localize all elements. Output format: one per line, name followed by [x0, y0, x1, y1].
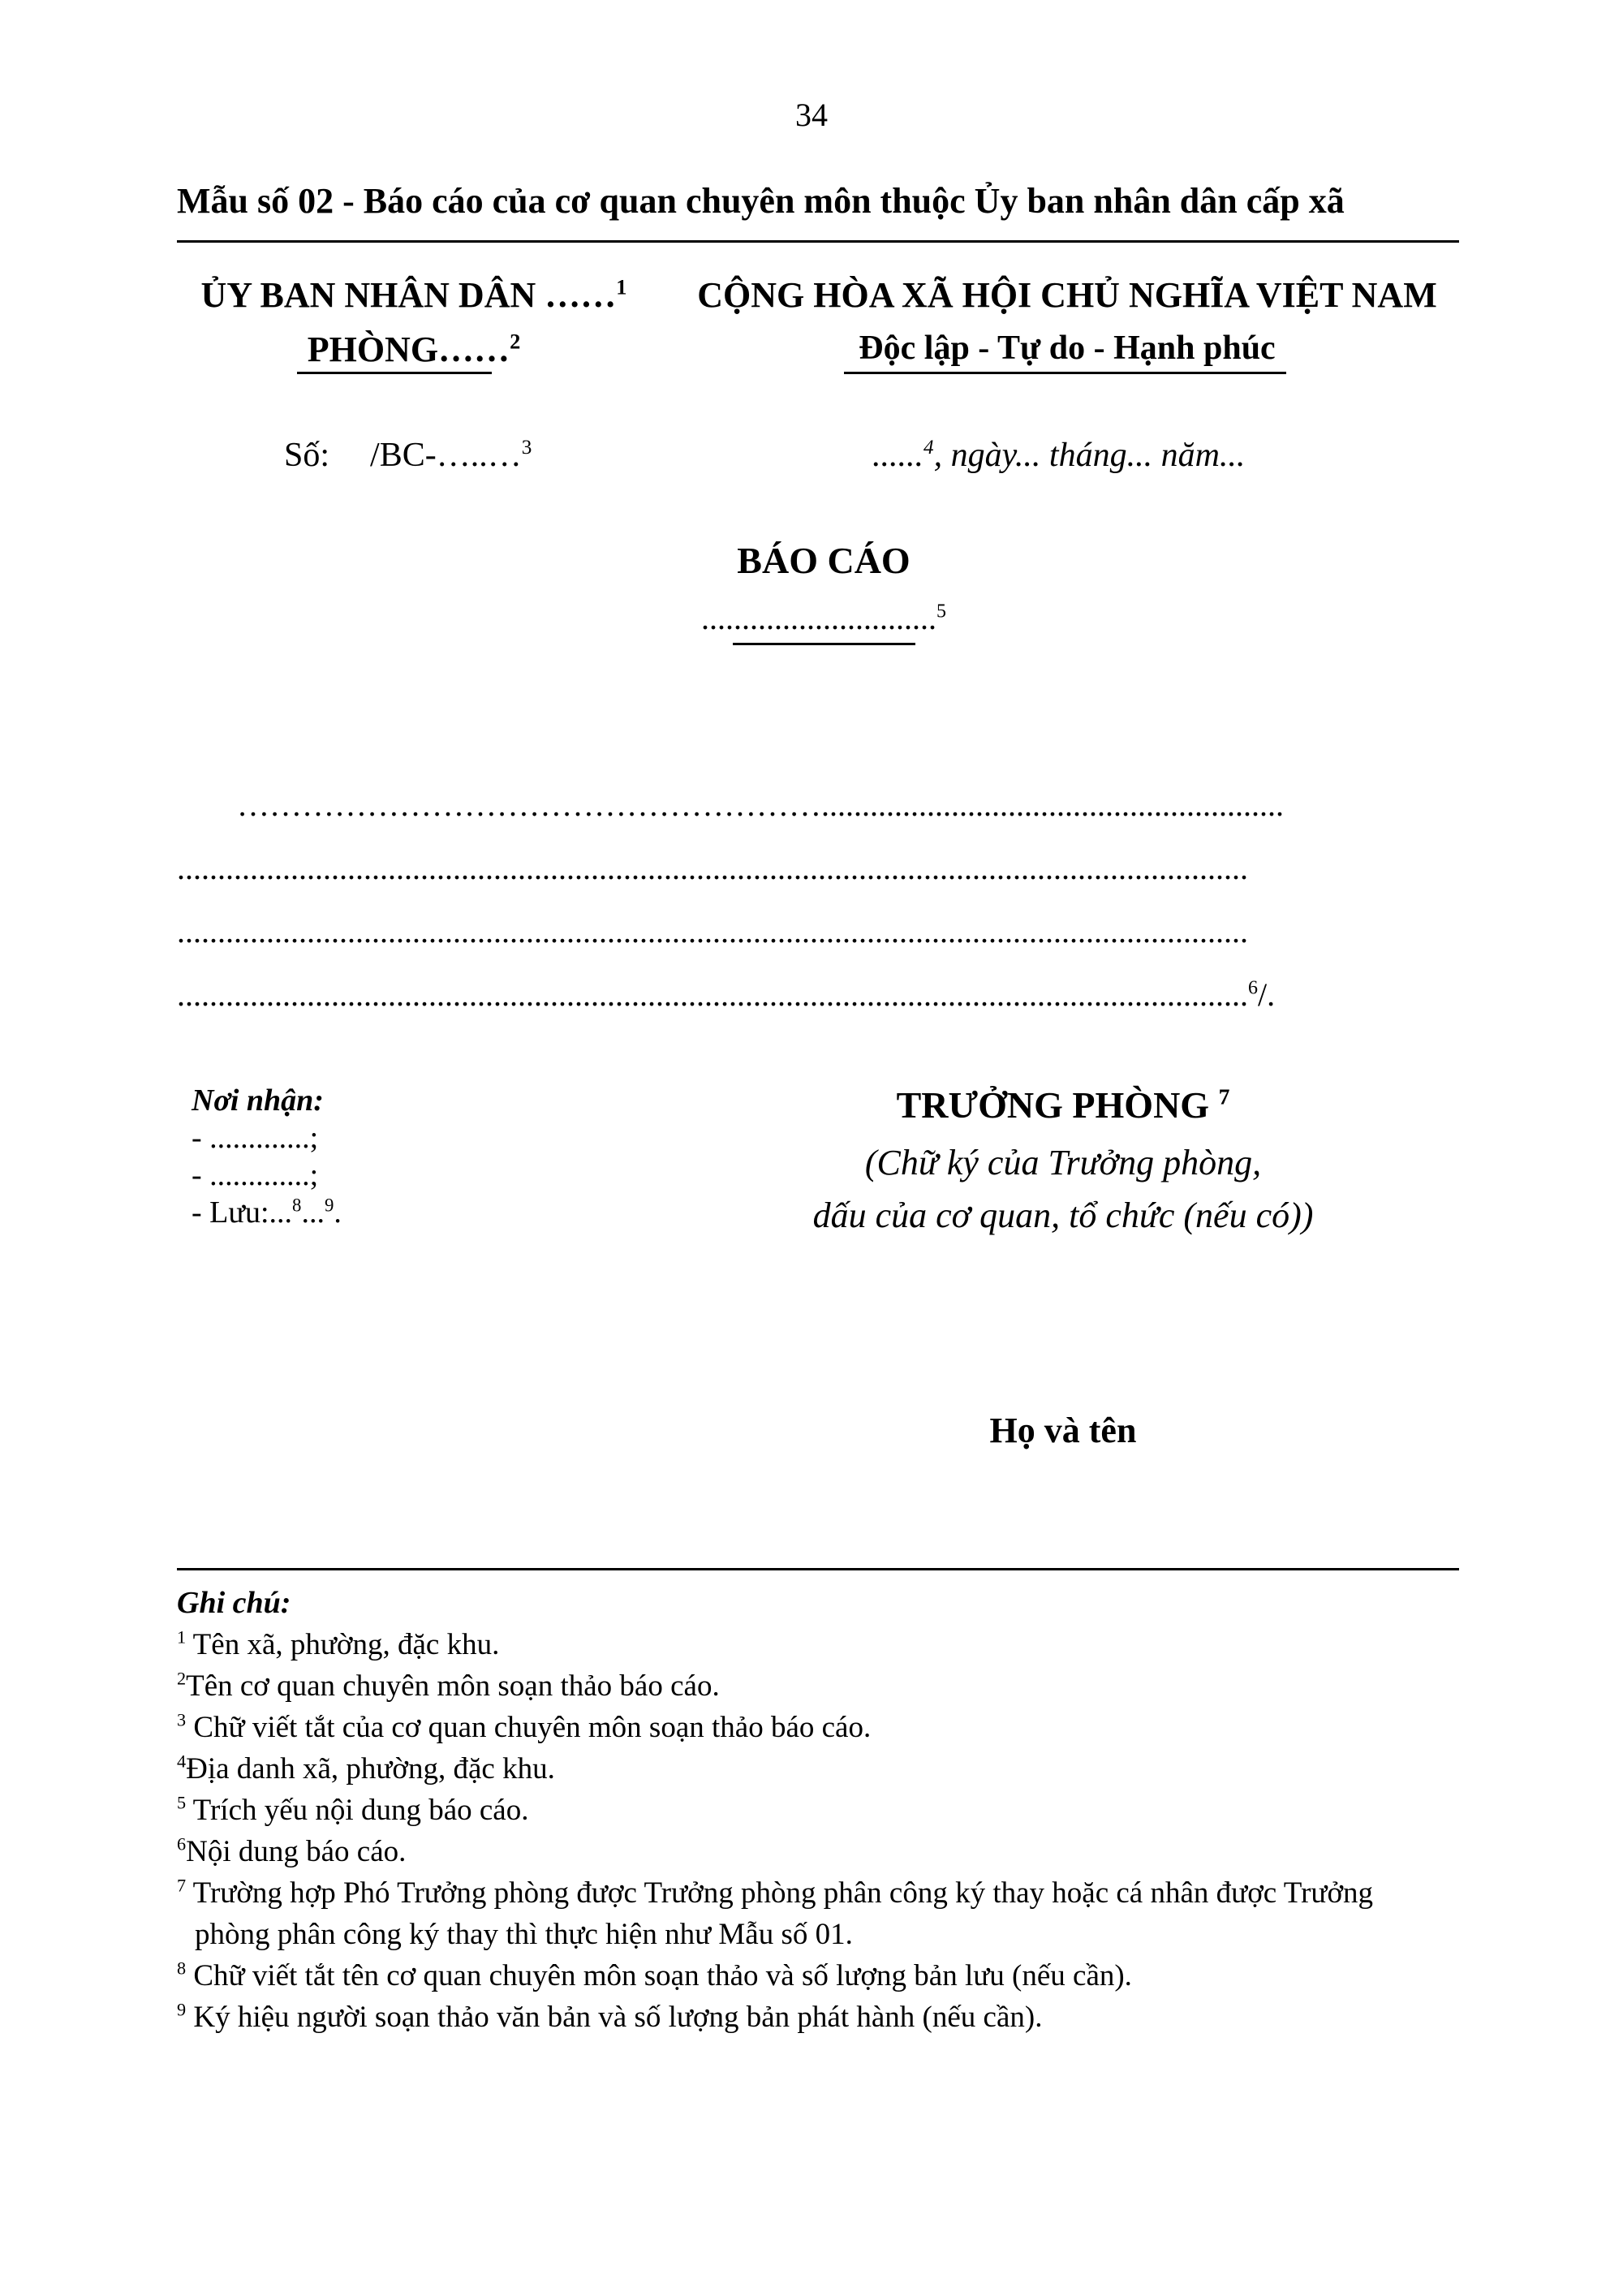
note-text: Tên cơ quan chuyên môn soạn thảo báo cáo. [186, 1669, 720, 1703]
footnote-ref: 5 [936, 601, 946, 622]
footnote-ref: 3 [521, 437, 532, 459]
note-item [177, 1790, 1492, 1831]
footnote-ref: 1 [616, 274, 627, 299]
note-num: 1 [177, 1626, 187, 1648]
document-type: BÁO CÁO [737, 540, 911, 581]
note-num: 7 [177, 1875, 187, 1896]
footnote-ref: 2 [510, 329, 521, 354]
note-text: Ký hiệu người soạn thảo văn bản và số lượng bản phát hành (nếu cần). [186, 2001, 1043, 2034]
department-name [162, 329, 665, 370]
recipients-title: Nơi nhận: [192, 1083, 324, 1118]
agency-line2: PHÒNG…… [307, 330, 510, 369]
note-item [177, 1997, 1492, 2038]
recipient-item: - .............; [192, 1158, 319, 1192]
footnote-ref: 4 [923, 437, 934, 459]
department-underline [297, 372, 492, 374]
note-text: Tên xã, phường, đặc khu. [186, 1628, 500, 1661]
number-value: /BC-…..… [370, 437, 522, 474]
note-text: Nội dung báo cáo. [186, 1835, 407, 1868]
note-num: 2 [177, 1668, 187, 1689]
archive-prefix: - Lưu:... [192, 1195, 293, 1230]
archive-line [192, 1194, 342, 1231]
agency-name [162, 274, 665, 316]
note-item [177, 1955, 1492, 1997]
note-item [177, 1624, 1492, 1665]
body-end: /. [1258, 976, 1276, 1013]
archive-suffix: . [334, 1195, 342, 1230]
note-text: Trích yếu nội dung báo cáo. [186, 1794, 529, 1827]
page-number: 34 [795, 97, 828, 133]
footnote-ref: 9 [324, 1195, 334, 1216]
note-num: 8 [177, 1958, 187, 1979]
body-dots: .................................................................................................................................... [177, 976, 1248, 1013]
note-text: Địa danh xã, phường, đặc khu. [186, 1752, 555, 1786]
number-label: Số: [284, 437, 330, 474]
place-date [872, 436, 1245, 475]
note-item-continued [177, 1914, 1492, 1955]
signer-title-text: TRƯỞNG PHÒNG [896, 1084, 1210, 1126]
signature-instruction: (Chữ ký của Trưởng phòng, [864, 1143, 1262, 1182]
signer-name: Họ và tên [989, 1411, 1137, 1450]
agency-line1: ỦY BAN NHÂN DÂN …… [200, 275, 617, 315]
note-item [177, 1872, 1492, 1914]
motto: Độc lập - Tự do - Hạnh phúc [859, 330, 1276, 367]
note-text: Trường hợp Phó Trưởng phòng được Trưởng phòng phân công ký thay hoặc cá nhân được Trưởng [186, 1876, 1374, 1910]
date-text: , ngày... tháng... năm... [933, 437, 1246, 474]
note-item [177, 1707, 1492, 1748]
note-num: 4 [177, 1751, 187, 1772]
note-text: Chữ viết tắt của cơ quan chuyên môn soạn thảo báo cáo. [186, 1711, 872, 1744]
document-number [284, 436, 532, 475]
notes-section [177, 1583, 1492, 2038]
recipients [192, 1082, 342, 1231]
note-item [177, 1665, 1492, 1707]
note-text: phòng phân công ký thay thì thực hiện như Mẫu số 01. [195, 1918, 853, 1951]
signer-title [714, 1083, 1412, 1126]
archive-mid: ... [301, 1195, 325, 1230]
note-item [177, 1831, 1492, 1872]
motto-underline [844, 372, 1286, 374]
note-num: 6 [177, 1833, 187, 1854]
country-name: CỘNG HÒA XÃ HỘI CHỦ NGHĨA VIỆT NAM [697, 275, 1437, 315]
body-line: .................................................................................................................................... [177, 913, 1248, 950]
note-item [177, 1748, 1492, 1790]
body-line-last [177, 976, 1275, 1014]
note-text: Chữ viết tắt tên cơ quan chuyên môn soạn thảo và số lượng bản lưu (nếu cần). [186, 1959, 1132, 1992]
body-line: .................................................................................................................................... [177, 850, 1248, 886]
notes-title: Ghi chú: [177, 1586, 291, 1620]
summary-underline [733, 643, 915, 645]
footnote-ref: 8 [292, 1195, 302, 1216]
summary-dots: ............................. [701, 600, 936, 636]
note-num: 9 [177, 1999, 187, 2020]
recipient-item: - .............; [192, 1121, 319, 1155]
body-line: ………………………………………………......................................................... [237, 786, 1284, 823]
form-title: Mẫu số 02 - Báo cáo của cơ quan chuyên môn thuộc Ủy ban nhân dân cấp xã [177, 181, 1345, 221]
place-dots: ...... [872, 437, 923, 474]
note-num: 5 [177, 1792, 187, 1813]
signature-instruction: dấu của cơ quan, tổ chức (nếu có)) [812, 1195, 1314, 1235]
notes-rule [177, 1568, 1459, 1570]
note-num: 3 [177, 1709, 187, 1730]
footnote-ref: 7 [1218, 1083, 1230, 1109]
footnote-ref: 6 [1248, 977, 1258, 999]
summary-line [0, 599, 1623, 637]
title-rule [177, 240, 1459, 243]
